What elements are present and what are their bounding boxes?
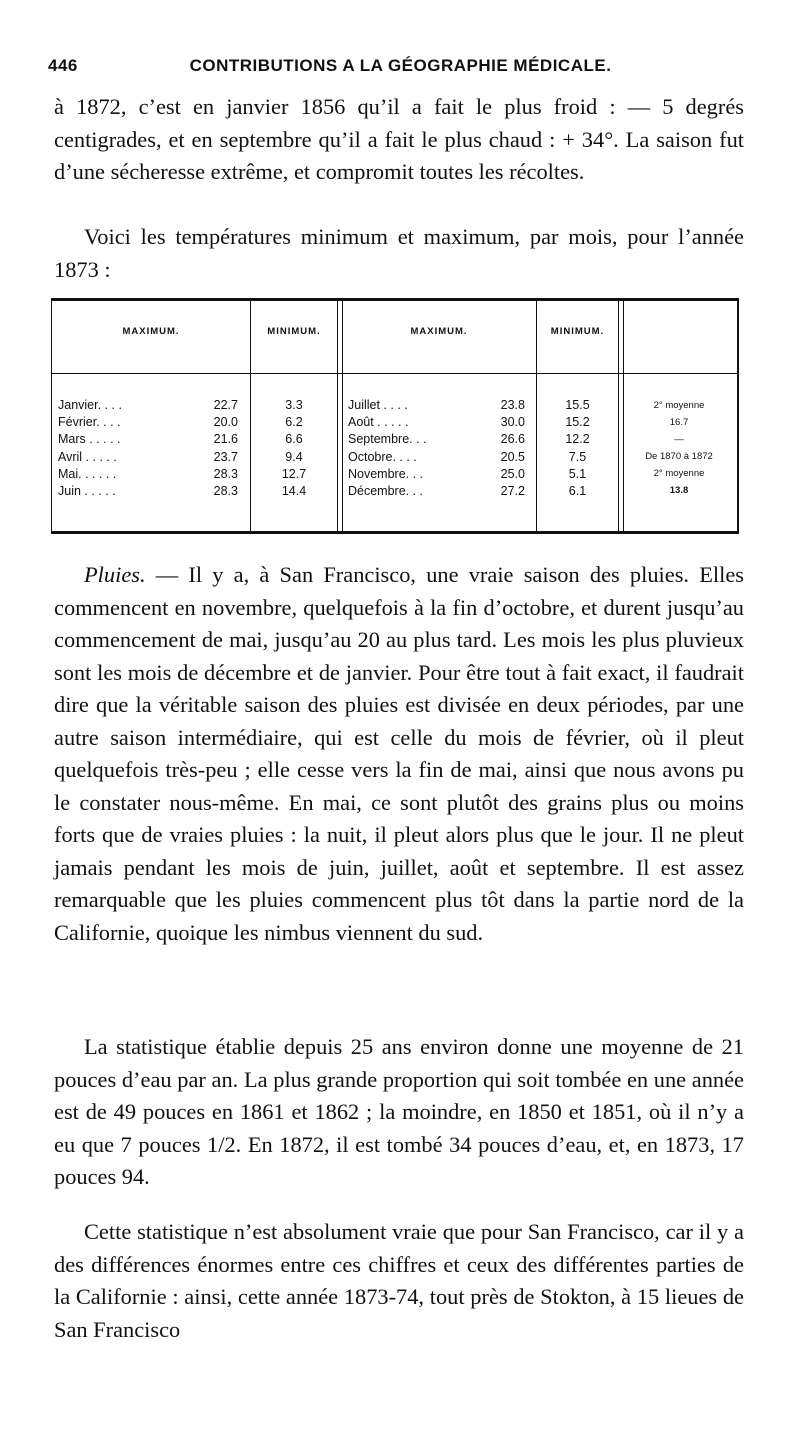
- table-cell: 7.5: [568, 449, 587, 464]
- header-minimum-2: MINIMUM.: [550, 326, 605, 337]
- table-row: Mars . . . . . 21.6: [58, 432, 238, 447]
- table-row: Avril . . . . . 23.7: [58, 449, 238, 464]
- table-row: Février. . . . 20.0: [58, 415, 238, 430]
- note-line: 16.7: [669, 417, 689, 428]
- table-row: Juillet . . . . 23.8: [348, 398, 525, 412]
- table-row: Novembre. . . 25.0: [348, 466, 525, 481]
- table-cell: 6.1: [568, 483, 587, 498]
- right-minimum-column: [537, 397, 618, 500]
- right-month-column: [348, 397, 525, 500]
- left-month-column: [58, 397, 238, 500]
- note-line: 2° moyenne: [653, 400, 705, 411]
- table-cell: 3.3: [285, 398, 303, 412]
- table-cell: 14.4: [281, 483, 307, 498]
- table-row: Décembre. . . 27.2: [348, 483, 525, 498]
- table-cell: 9.4: [285, 449, 303, 464]
- paragraph-1: à 1872, c’est en janvier 1856 qu’il a fait le plus froid : — 5 degrés centigrades, et en septembre qu’il a fait le plus chaud : + 34°. La saison fut d’une sécheresse extrême, et compromit toutes les récoltes.: [54, 94, 744, 184]
- table-row: Juin . . . . . 28.3: [58, 483, 238, 498]
- paragraph-2: Voici les températures minimum et maximum, par mois, pour l’année 1873 :: [54, 224, 744, 282]
- header-maximum-2: MAXIMUM.: [410, 326, 468, 337]
- table-row: Octobre. . . . 20.5: [348, 449, 525, 464]
- table-cell: 15.2: [565, 415, 590, 430]
- table-cell: 6.2: [285, 415, 303, 430]
- running-title: CONTRIBUTIONS A LA GÉOGRAPHIE MÉDICALE.: [189, 56, 612, 75]
- paragraph-body: — Il y a, à San Francisco, une vraie saison des pluies. Elles commencent en novembre, quelquefois à la fin d’octobre, et durent jusqu’au commencement de mai, jusqu’au 20 au plus tard. Les mois les plus pluvieux sont les mois de décembre et de janvier. Pour être tout à fait exact, il faudrait dire que la véritable saison des pluies est divisée en deux périodes, par une autre saison intermédiaire, qui est celle du mois de février, où il pleut quelquefois très-peu ; elle cesse vers la fin de mai, ainsi que nous avons pu le constater nous-même. En mai, ce sont plutôt des grains plus ou moins forts que de vraies pluies : la nuit, il pleut alors plus que le jour. Il ne pleut jamais pendant les mois de juin, juillet, août et septembre. Il est assez remarquable que les pluies commencent plus tôt dans la partie nord de la Californie, quoique les nimbus viennent du sud.: [54, 562, 744, 945]
- table-cell: 12.7: [281, 466, 307, 481]
- paragraph-4: La statistique établie depuis 25 ans environ donne une moyenne de 21 pouces d’eau par an. La plus grande proportion qui soit tombée en une année est de 49 pouces en 1861 et 1862 ; la moindre, en 1850 et 1851, où il n’y a eu que 7 pouces 1/2. En 1872, il est tombé 34 pouces d’eau, et, en 1873, 17 pouces 94.: [54, 1034, 744, 1189]
- header-maximum-1: MAXIMUM.: [122, 326, 180, 337]
- paragraph-pluies: [54, 559, 744, 949]
- table-row: Août . . . . . 30.0: [348, 415, 525, 430]
- page-number: 446: [48, 56, 78, 75]
- paragraph-5: Cette statistique n’est absolument vraie que pour San Francisco, car il y a des différences énormes entre ces chiffres et ceux des différentes parties de la Californie : ainsi, cette année 1873-74, tout près de Stokton, à 15 lieues de San Francisco: [54, 1219, 744, 1342]
- note-line: De 1870 à 1872: [645, 451, 713, 462]
- section-lead: Pluies.: [84, 562, 146, 587]
- table-cell: 15.5: [565, 398, 590, 412]
- table-cell: 6.6: [285, 432, 303, 447]
- table-cell: 12.2: [565, 432, 590, 447]
- temperature-table: [51, 298, 739, 534]
- table-row: Mai. . . . . . 28.3: [58, 466, 238, 481]
- note-line: 13.8: [669, 485, 689, 496]
- note-line: 2° moyenne: [653, 468, 705, 479]
- table-row: Septembre. . . 26.6: [348, 432, 525, 447]
- left-minimum-column: [251, 397, 337, 500]
- table-cell: 5.1: [568, 466, 587, 481]
- average-note: [624, 397, 734, 499]
- table-header-rule: [52, 373, 737, 374]
- header-minimum-1: MINIMUM.: [267, 326, 321, 337]
- table-row: Janvier. . . . 22.7: [58, 398, 238, 412]
- note-line: —: [674, 434, 684, 445]
- running-header: [48, 56, 753, 86]
